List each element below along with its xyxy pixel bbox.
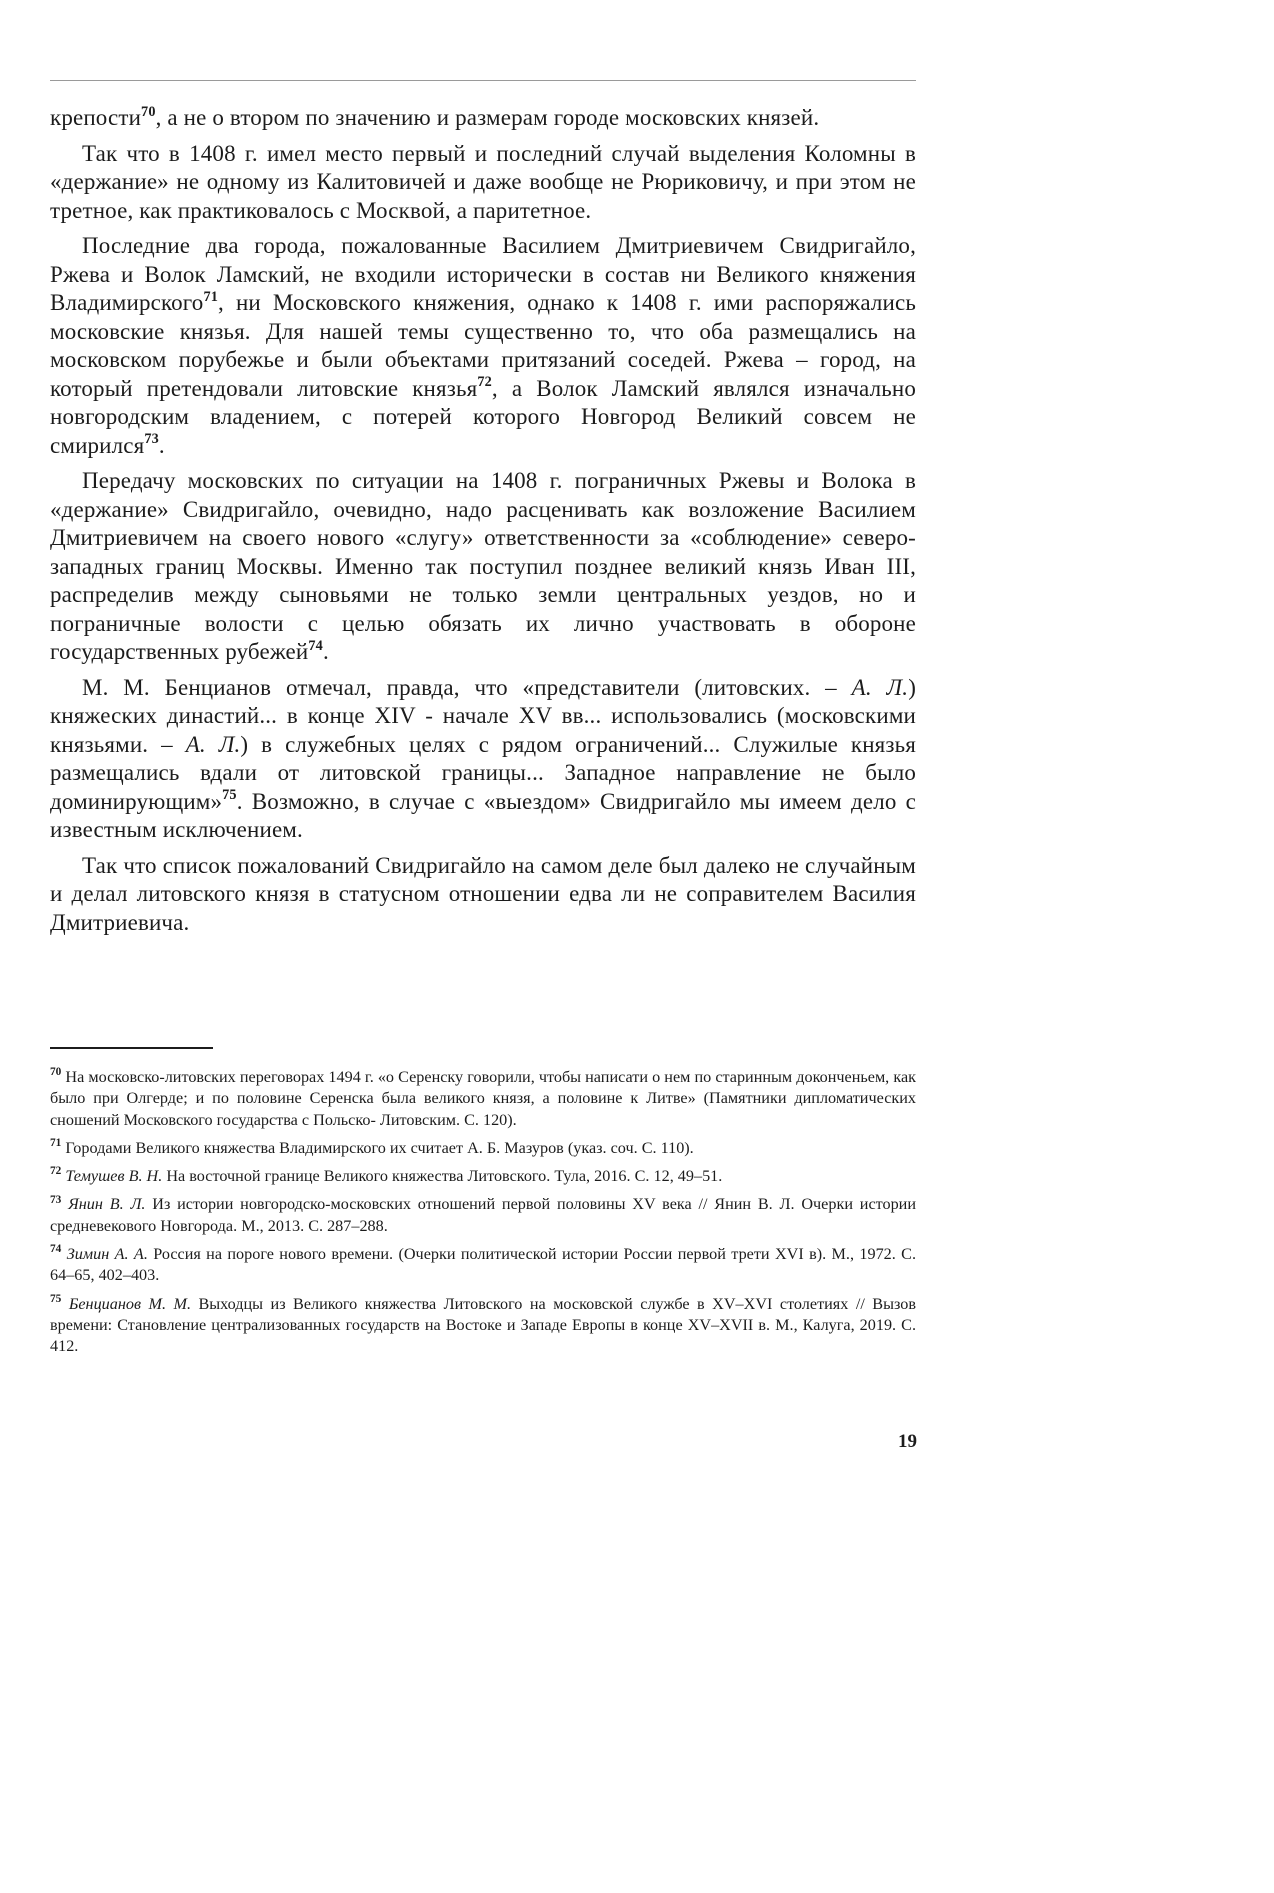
footnote — [50, 1166, 916, 1187]
text-run: Россия на пороге нового времени. (Очерки политической истории России первой трети XVI в). М., 1972. С. 64–65, 402–403. — [50, 1245, 917, 1285]
footnote-ref: 72 — [477, 374, 492, 391]
footnote — [50, 1194, 916, 1237]
text-run: , а не о втором по значению и размерам городе московских князей. — [155, 105, 820, 130]
footnote-ref: 73 — [144, 431, 159, 448]
footnote — [50, 1294, 916, 1358]
italic-text: А. Л. — [185, 731, 241, 757]
text-run: . — [322, 639, 329, 664]
body-paragraph — [50, 232, 916, 460]
italic-text: Бенцианов М. М. — [68, 1294, 192, 1313]
footnote-ref: 74 — [308, 637, 323, 654]
text-run: ) княжеских династий... в конце XIV - начале XV вв... использовались (московскими князьями. – — [50, 674, 916, 757]
body-paragraph — [50, 140, 916, 226]
body-paragraph — [50, 104, 916, 133]
text-run: На московско-литовских переговорах 1494 г. «о Серенску говорили, чтобы написати о нем по старинным доконченьем, как было при Олгерде; и по половине Серенска была великого князя, а половине к Литве» (Памятники дипломатических сношений Московского государства с Польско- Литовским. С. 120). — [50, 1068, 916, 1129]
italic-text: Янин В. Л. — [68, 1195, 146, 1214]
italic-text: Зимин А. А. — [66, 1245, 148, 1264]
footnote-ref: 75 — [50, 1292, 62, 1305]
footnote — [50, 1244, 916, 1287]
text-run: Последние два города, пожалованные Василием Дмитриевичем Свидригайло, Ржева и Волок Ламский, не входили исторически в состав ни Великого княжения Владимирского — [50, 233, 916, 315]
footnote — [50, 1067, 916, 1131]
footnote-ref: 70 — [50, 1066, 62, 1079]
text-run: Из истории новгородско-московских отношений первой половины XV века // Янин В. Л. Очерки истории средневекового Новгорода. М., 2013. С. 287–288. — [50, 1195, 917, 1235]
footnote-ref: 74 — [50, 1243, 62, 1256]
text-run: , ни Московского княжения, однако к 1408 г. ими распоряжались московские князья. Для нашей темы существенно то, что оба размещались на московском порубежье и были объектами притязаний соседей. Ржева – город, на который претендовали литовские князья — [50, 290, 916, 401]
main-text — [50, 104, 916, 944]
page-number: 19 — [898, 1431, 917, 1452]
text-run: Так что в 1408 г. имел место первый и последний случай выделения Коломны в «держание» не одному из Калитовичей и даже вообще не Рюриковичу, и при этом не третное, как практиковалось с Москвой, а паритетное. — [50, 140, 916, 223]
text-run: Городами Великого княжества Владимирского их считает А. Б. Мазуров (указ. соч. С. 110). — [61, 1138, 694, 1157]
text-run: . Возможно, в случае с «выездом» Свидригайло мы имеем дело с известным исключением. — [50, 788, 916, 842]
text-run: Так что список пожалований Свидригайло на самом деле был далеко не случайным и делал литовского князя в статусном отношении едва ли не соправителем Василия Дмитриевича. — [50, 852, 916, 935]
footnote-ref: 71 — [203, 288, 218, 305]
footnotes — [50, 1067, 916, 1365]
text-run: Выходцы из Великого княжества Литовского на московской службе в XV–XVI столетиях // Вызов времени: Становление централизованных государств на Востоке и Западе Европы в конце XV–XVII в. М., Калуга, 2019. С. 412. — [50, 1294, 917, 1356]
text-run: Передачу московских по ситуации на 1408 г. пограничных Ржевы и Волока в «держание» Свидригайло, очевидно, надо расценивать как возложение Василием Дмитриевичем на своего нового «слугу» ответственности за «соблюдение» северо- западных границ Москвы. Именно так поступил позднее великий князь Иван III, распределив между сыновьями не только земли центральных уездов, но и пограничные волости с целью обязать их лично участвовать в обороне государственных рубежей — [50, 468, 916, 664]
text-run: , а Волок Ламский являлся изначально новгородским владением, с потерей которого Новгород Великий совсем не смирился — [50, 375, 916, 458]
body-paragraph — [50, 467, 916, 667]
footnote-ref: 70 — [141, 103, 156, 120]
header-rule — [50, 80, 916, 81]
footnote-ref: 73 — [50, 1193, 62, 1206]
body-paragraph — [50, 852, 916, 938]
footnote — [50, 1138, 916, 1159]
italic-text: А. Л. — [851, 674, 909, 700]
footnote-ref: 71 — [50, 1136, 62, 1149]
footnote-ref: 72 — [50, 1165, 62, 1178]
text-run: ) в служебных целях с рядом ограничений... Служилые князья размещались вдали от литовской границы... Западное направление не было доминирующим» — [50, 731, 916, 814]
text-run: На восточной границе Великого княжества Литовского. Тула, 2016. С. 12, 49–51. — [162, 1167, 723, 1186]
text-run: . — [158, 432, 165, 458]
text-run: М. М. Бенцианов отмечал, правда, что «представители (литовских. – — [82, 674, 852, 700]
text-run — [61, 1295, 68, 1313]
text-run: крепости — [50, 105, 142, 130]
footnote-separator — [50, 1047, 213, 1049]
italic-text: Темушев В. Н. — [65, 1167, 163, 1186]
body-paragraph — [50, 674, 916, 845]
footnote-ref: 75 — [222, 787, 237, 804]
